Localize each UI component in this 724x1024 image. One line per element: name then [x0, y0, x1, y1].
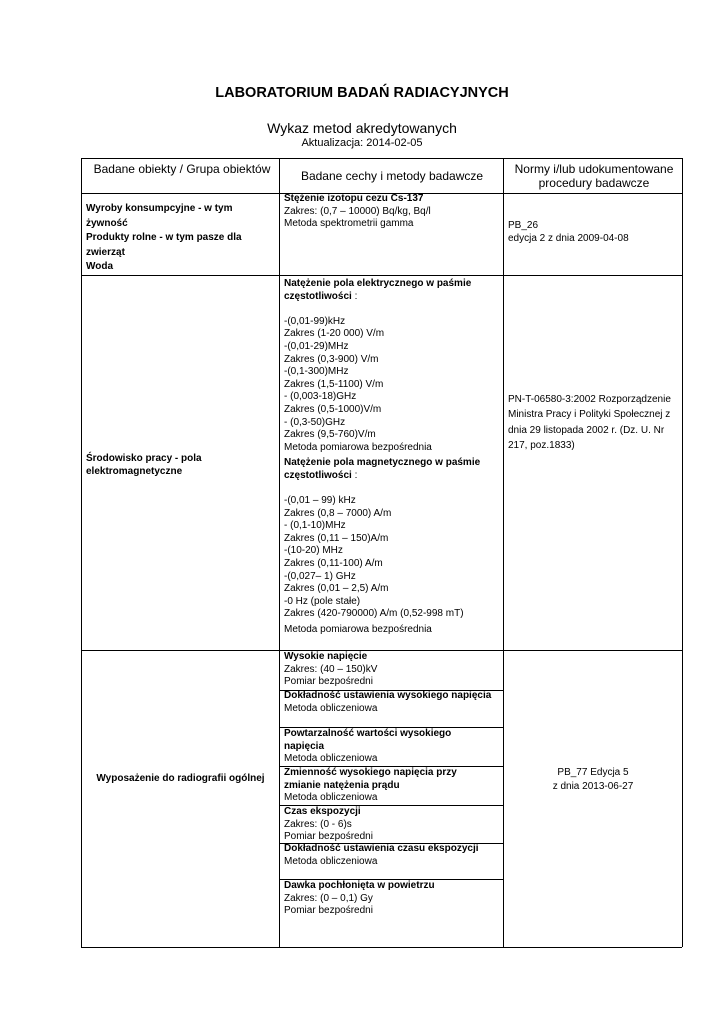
method-line: Pomiar bezpośredni	[284, 905, 373, 917]
method-title: Dokładność ustawienia wysokiego napięcia	[284, 690, 492, 701]
method-voltage-variability	[284, 767, 500, 805]
object-consumer-goods: Wyroby konsumpcyjne - w tym żywność	[86, 203, 233, 229]
update-date: Aktualizacja: 2014-02-05	[301, 137, 423, 149]
electric-field-heading	[284, 278, 498, 303]
row1-objects	[86, 202, 276, 275]
electric-field-title: Natężenie pola elektrycznego w paśmie częstotliwości	[284, 278, 472, 302]
norm-code: PB_26	[508, 220, 539, 231]
method-line: Metoda obliczeniowa	[284, 753, 378, 765]
norm-regulation: PN-T-06580-3:2002 Rozporządzenie Ministra Pracy i Polityki Społecznej z dnia 29 listopada 2002 r. (Dz. U. Nr 217, poz.1833)	[508, 394, 671, 452]
method-line: Zakres: (40 – 150)kV	[284, 663, 378, 675]
method-title: Dokładność ustawienia czasu ekspozycji	[284, 843, 479, 854]
magnetic-line: Zakres (0,01 – 2,5) A/m	[284, 583, 389, 595]
magnetic-field-title: Natężenie pola magnetycznego w paśmie częstotliwości	[284, 457, 481, 481]
norm-code: PB_77 Edycja 5	[557, 767, 629, 778]
magnetic-line: - (0,1-10)MHz	[284, 520, 346, 532]
method-line: Metoda obliczeniowa	[284, 792, 378, 804]
magnetic-method: Metoda pomiarowa bezpośrednia	[284, 624, 432, 636]
method-title: Wysokie napięcie	[284, 651, 368, 662]
header-methods: Badane cechy i metody badawcze	[300, 169, 484, 183]
method-line: Metoda obliczeniowa	[284, 855, 378, 867]
magnetic-line: -(10-20) MHz	[284, 545, 343, 557]
row3-norms	[504, 766, 682, 794]
magnetic-line: Zakres (0,8 – 7000) A/m	[284, 507, 392, 519]
row3-objects	[82, 773, 279, 786]
method-title: Czas ekspozycji	[284, 806, 361, 817]
document-subtitle: Wykaz metod akredytowanych	[267, 120, 457, 136]
electric-line: - (0,3-50)GHz	[284, 416, 346, 428]
row1-methods	[284, 193, 500, 231]
method-line: Metoda obliczeniowa	[284, 702, 378, 714]
magnetic-field-heading	[284, 457, 498, 482]
magnetic-line: -0 Hz (pole stałe)	[284, 595, 361, 607]
method-range: Zakres: (0,7 – 10000) Bq/kg, Bq/l	[284, 205, 431, 217]
method-line: Zakres: (0 - 6)s	[284, 818, 352, 830]
electric-line: - (0,003-18)GHz	[284, 391, 357, 403]
method-voltage-accuracy	[284, 690, 500, 715]
object-water: Woda	[86, 261, 114, 272]
method-type: Metoda spektrometrii gamma	[284, 218, 414, 230]
magnetic-field-suffix: :	[351, 469, 358, 481]
method-title: Stężenie izotopu cezu Cs-137	[284, 193, 424, 204]
object-work-environment: Środowisko pracy - pola elektromagnetyczne	[86, 453, 202, 477]
row1-norms	[508, 220, 680, 245]
method-line: Zakres: (0 – 0,1) Gy	[284, 892, 373, 904]
document-title: LABORATORIUM BADAŃ RADIACYJNYCH	[215, 85, 509, 101]
object-radiography-equipment: Wyposażenie do radiografii ogólnej	[96, 773, 265, 784]
electric-line: Zakres (9,5-760)V/m	[284, 429, 376, 441]
electric-line: Zakres (1-20 000) V/m	[284, 328, 385, 340]
electric-line: Zakres (0,3-900) V/m	[284, 353, 379, 365]
method-title: Dawka pochłonięta w powietrzu	[284, 880, 435, 891]
electric-line: -(0,01-99)kHz	[284, 315, 346, 327]
method-line: Pomiar bezpośredni	[284, 831, 373, 843]
magnetic-line: -(0,027– 1) GHz	[284, 570, 356, 582]
electric-line: Metoda pomiarowa bezpośrednia	[284, 441, 432, 453]
method-exposure-accuracy	[284, 843, 500, 868]
row2-norms	[508, 392, 678, 454]
magnetic-line: Zakres (0,11 – 150)A/m	[284, 532, 389, 544]
norm-date: z dnia 2013-06-27	[552, 781, 634, 792]
method-exposure-time	[284, 806, 500, 844]
method-title: Zmienność wysokiego napięcia przy zmianie natężenia prądu	[284, 767, 457, 791]
norm-edition: edycja 2 z dnia 2009-04-08	[508, 232, 629, 244]
header-norms: Normy i/lub udokumentowane procedury badawcze	[514, 162, 674, 190]
object-agricultural-products: Produkty rolne - w tym pasze dla zwierząt	[86, 232, 242, 258]
electric-line: -(0,1-300)MHz	[284, 366, 349, 378]
electric-line: -(0,01-29)MHz	[284, 340, 349, 352]
method-voltage-repeatability	[284, 728, 500, 766]
header-objects: Badane obiekty / Grupa obiektów	[93, 162, 271, 176]
magnetic-line: Zakres (420-790000) A/m (0,52-998 mT)	[284, 608, 464, 620]
magnetic-line: Zakres (0,11-100) A/m	[284, 558, 383, 570]
electric-line: Zakres (0,5-1000)V/m	[284, 403, 382, 415]
method-high-voltage	[284, 651, 500, 689]
row2-methods	[284, 278, 500, 637]
method-line: Pomiar bezpośredni	[284, 676, 373, 688]
method-title: Powtarzalność wartości wysokiego napięcia	[284, 728, 452, 752]
electric-line: Zakres (1,5-1100) V/m	[284, 378, 384, 390]
method-absorbed-dose	[284, 880, 500, 918]
magnetic-line: -(0,01 – 99) kHz	[284, 495, 356, 507]
electric-field-suffix: :	[351, 290, 358, 302]
row2-objects	[86, 452, 276, 478]
